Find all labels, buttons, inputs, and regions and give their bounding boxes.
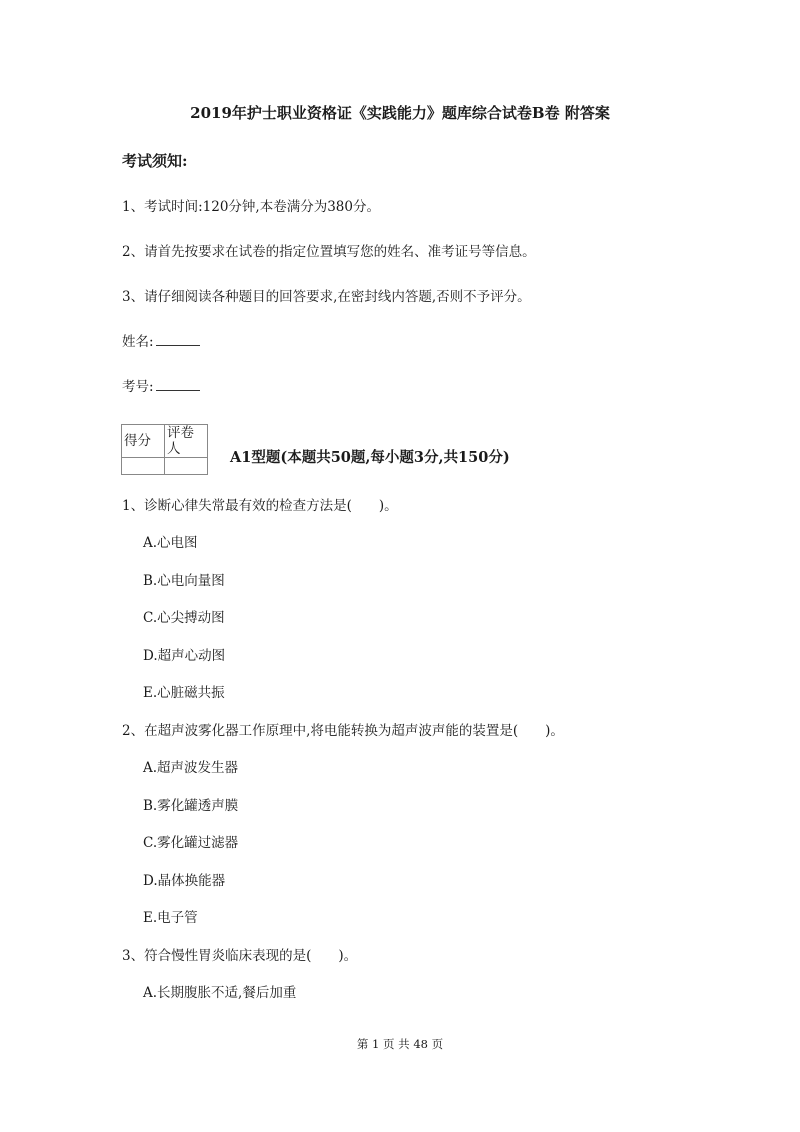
- score-cell: [122, 458, 165, 475]
- section-title: A1型题(本题共50题,每小题3分,共150分): [230, 449, 510, 466]
- option: B.雾化罐透声膜: [143, 798, 239, 814]
- notice-item: 3、请仔细阅读各种题目的回答要求,在密封线内答题,否则不予评分。: [122, 289, 531, 305]
- name-blank[interactable]: [156, 333, 200, 346]
- score-header: 得分: [122, 425, 165, 458]
- id-blank[interactable]: [156, 378, 200, 391]
- id-field: [122, 375, 200, 395]
- notice-item: 1、考试时间:120分钟,本卷满分为380分。: [122, 199, 380, 215]
- option: D.超声心动图: [143, 648, 226, 664]
- id-label: 考号:: [122, 379, 154, 395]
- grader-header: 评卷人: [165, 425, 208, 458]
- page-title: 2019年护士职业资格证《实践能力》题库综合试卷B卷 附答案: [190, 104, 610, 122]
- notice-item: 2、请首先按要求在试卷的指定位置填写您的姓名、准考证号等信息。: [122, 244, 536, 260]
- option: A.超声波发生器: [143, 760, 239, 776]
- option: A.心电图: [143, 535, 198, 551]
- option: E.电子管: [143, 910, 198, 926]
- name-label: 姓名:: [122, 334, 154, 350]
- question-text: 3、符合慢性胃炎临床表现的是( )。: [122, 948, 358, 964]
- option: A.长期腹胀不适,餐后加重: [143, 985, 297, 1001]
- question-text: 2、在超声波雾化器工作原理中,将电能转换为超声波声能的装置是( )。: [122, 723, 564, 739]
- grader-cell: [165, 458, 208, 475]
- option: C.心尖搏动图: [143, 610, 225, 626]
- score-table: [121, 424, 208, 475]
- notice-heading: 考试须知:: [122, 152, 188, 170]
- option: D.晶体换能器: [143, 873, 226, 889]
- option: E.心脏磁共振: [143, 685, 225, 701]
- question-text: 1、诊断心律失常最有效的检查方法是( )。: [122, 498, 398, 514]
- page-footer: 第 1 页 共 48 页: [356, 1037, 444, 1051]
- name-field: [122, 330, 200, 350]
- option: B.心电向量图: [143, 573, 225, 589]
- option: C.雾化罐过滤器: [143, 835, 239, 851]
